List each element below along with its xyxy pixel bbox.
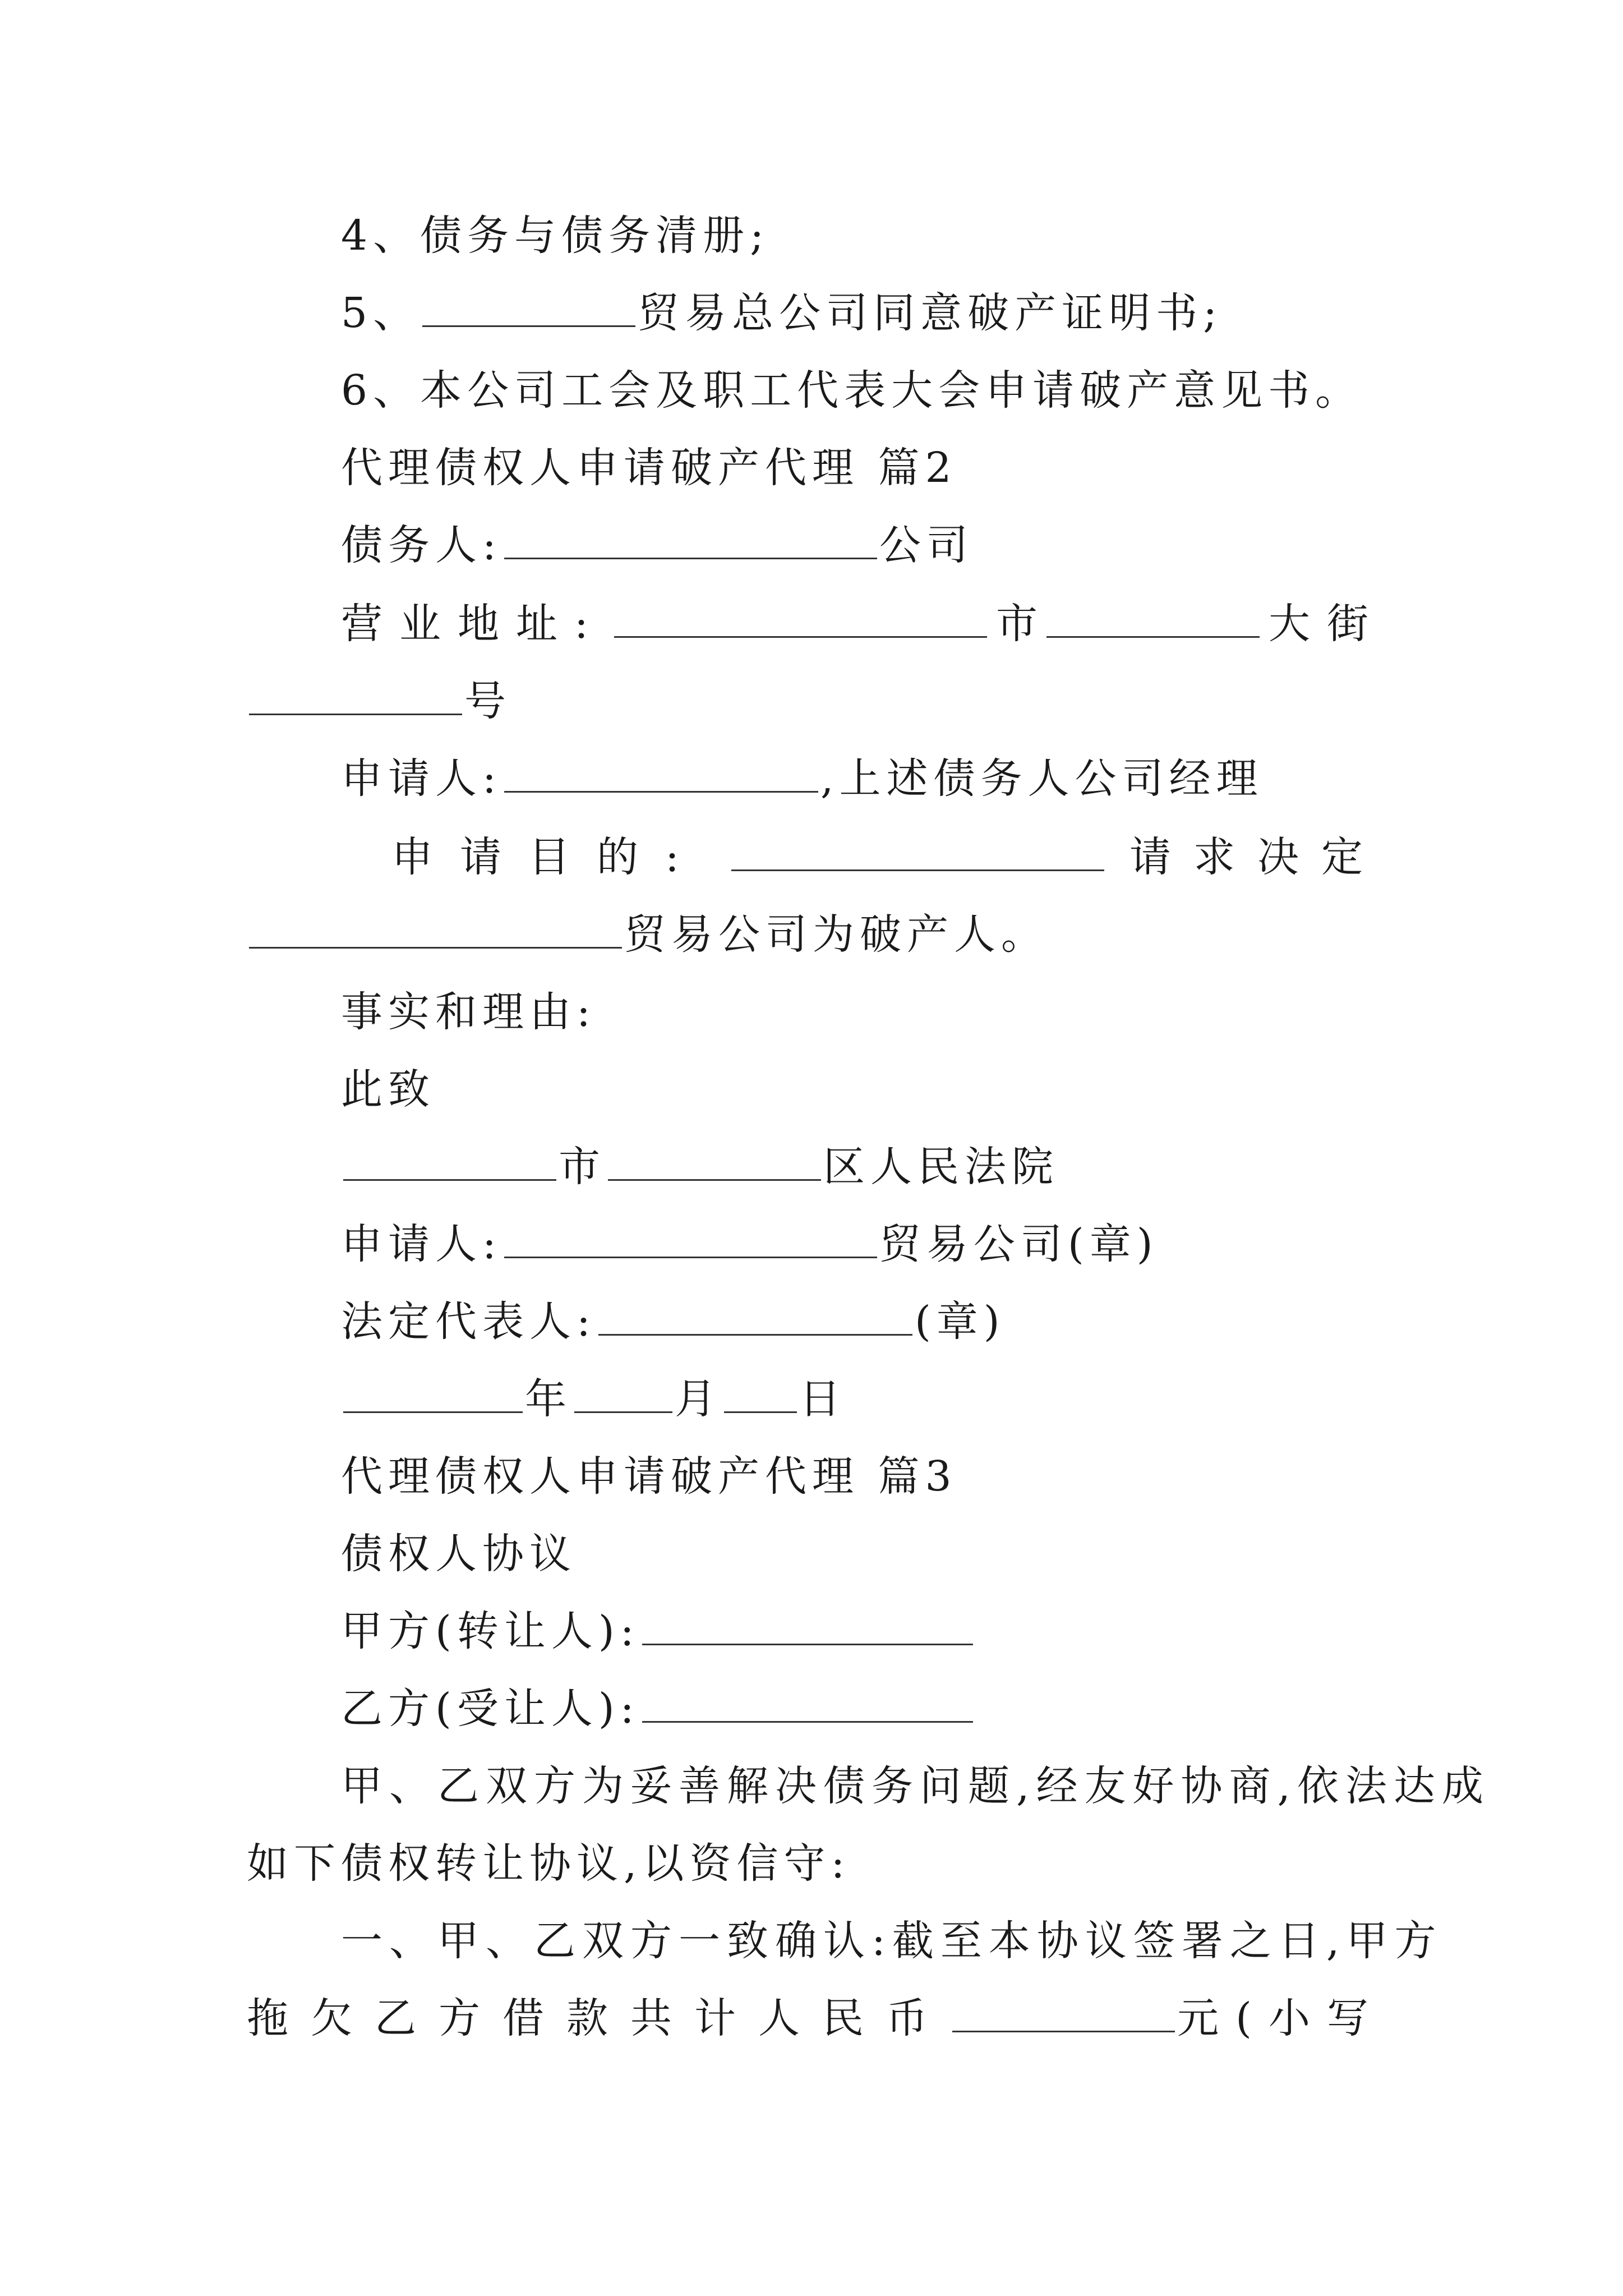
sign-applicant-line: 申请人: 贸易公司(章)	[341, 1220, 1159, 1268]
list-item: 6、本公司工会及职工代表大会申请破产意见书。	[341, 366, 1363, 415]
debtor-line: 债务人: 公司	[341, 521, 974, 569]
blank-line	[343, 1144, 556, 1181]
applicant-line: 申请人: ,上述债务人公司经理	[341, 754, 1264, 803]
blank-line	[731, 835, 1104, 871]
blank-line	[642, 1686, 973, 1723]
court-line: 市 区人民法院	[341, 1139, 1385, 1195]
party-a-line: 甲方(转让人):	[341, 1603, 1385, 1659]
blank-line	[614, 601, 987, 638]
closing-text: 此致	[341, 1065, 435, 1114]
section-heading: 代理债权人申请破产代理 篇2	[341, 444, 957, 492]
blank-line	[504, 523, 877, 559]
blank-line	[1046, 601, 1260, 638]
address-line-cont: 号	[247, 673, 1385, 729]
blank-line	[608, 1144, 821, 1181]
blank-line	[598, 1299, 912, 1336]
party-b-line: 乙方(受让人):	[341, 1681, 1385, 1737]
agreement-title: 债权人协议	[341, 1530, 577, 1578]
blank-line	[642, 1609, 973, 1645]
blank-line	[724, 1377, 797, 1413]
paragraph-line: 甲、乙双方为妥善解决债务问题,经友好协商,依法达成	[341, 1762, 1491, 1810]
list-item: 5、 贸易总公司同意破产证明书;	[341, 289, 1223, 337]
purpose-line-cont: 贸易公司为破产人。	[247, 907, 1385, 963]
blank-line	[952, 1996, 1175, 2032]
facts-label: 事实和理由:	[341, 988, 596, 1036]
paragraph-line: 一、甲、乙双方一致确认:截至本协议签署之日,甲方	[341, 1917, 1443, 1965]
blank-line	[504, 1222, 877, 1258]
purpose-line: 申请目的: 请求决定	[391, 833, 1385, 881]
blank-line	[574, 1377, 672, 1413]
paragraph-line: 拖欠乙方借款共计人民币 元(小写	[247, 1994, 1385, 2042]
blank-line	[343, 1377, 523, 1413]
legal-rep-line: 法定代表人: (章)	[341, 1297, 1006, 1346]
section-heading: 代理债权人申请破产代理 篇3	[341, 1452, 957, 1501]
list-item: 4、债务与债务清册;	[341, 211, 770, 260]
blank-line	[249, 679, 462, 715]
blank-line	[249, 912, 622, 949]
blank-line	[504, 756, 818, 793]
date-line: 年 月 日	[341, 1371, 1385, 1427]
blank-line	[422, 291, 635, 327]
address-line: 营业地址: 市 大街	[341, 600, 1385, 648]
paragraph-line: 如下债权转让协议,以资信守:	[247, 1839, 851, 1888]
